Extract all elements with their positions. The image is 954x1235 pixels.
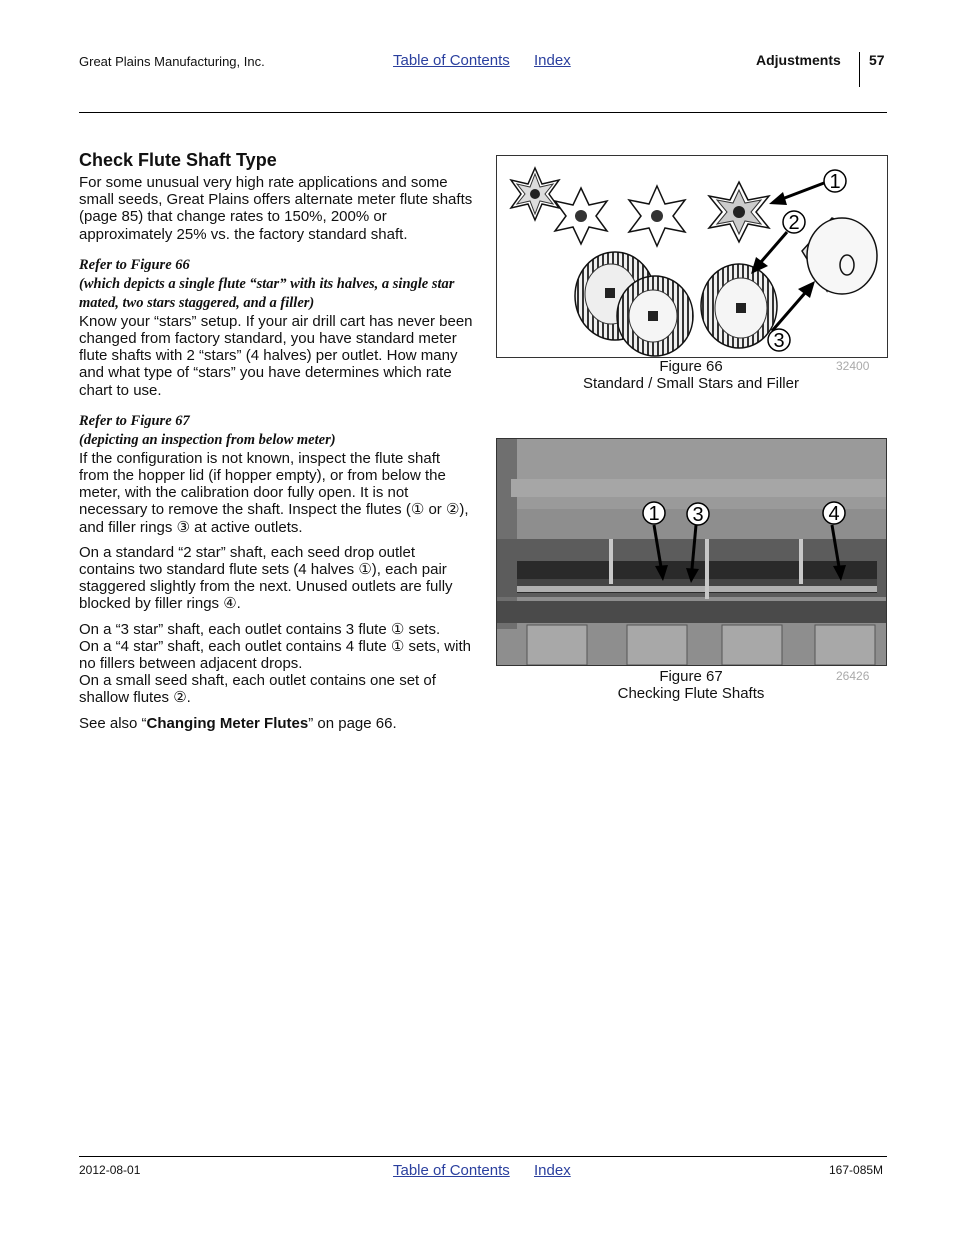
figure-66-image <box>496 155 888 358</box>
page-heading: Check Flute Shaft Type <box>79 150 277 170</box>
small-star-1 <box>511 168 559 220</box>
figure-66-caption <box>496 358 886 392</box>
company-name: Great Plains Manufacturing, Inc. <box>79 54 265 69</box>
two-star-paragraph: On a standard “2 star” shaft, each seed drop outlet contains two standard flute sets (4 halves ①), each pair staggered slightly from the next. Unused outlets are fully blocked by filler rings ④. <box>79 543 453 613</box>
small-seed-line: On a small seed shaft, each outlet contains one set of shallow flutes ②. <box>79 672 436 707</box>
small-star-2 <box>555 188 607 244</box>
small-star-3 <box>629 186 685 246</box>
main-text-column <box>79 150 474 740</box>
callout-3-label: 3 <box>692 504 704 526</box>
footer-rule <box>79 1156 887 1157</box>
figure-66-number: 32400 <box>836 359 870 373</box>
page-number: 57 <box>869 52 885 68</box>
flute-wheel-3 <box>701 264 777 348</box>
ref2-description: (depicting an inspection from below meter) <box>79 431 336 448</box>
callout-4-label: 4 <box>828 503 840 525</box>
ref1-title: Refer to Figure 66 <box>79 256 190 273</box>
footer-index-link[interactable]: Index <box>534 1162 571 1179</box>
callout-3-label: 3 <box>773 330 785 352</box>
flute-stars-illustration <box>497 156 887 357</box>
figure-66-title: Standard / Small Stars and Filler <box>583 375 799 392</box>
footer-doc-number: 167-085M <box>829 1163 884 1177</box>
header-toc-link[interactable]: Table of Contents <box>393 52 510 69</box>
figure-67-caption <box>496 668 886 702</box>
figure-67-number: 26426 <box>836 669 870 683</box>
figure-66-label: Figure 66 <box>659 358 723 375</box>
ref2-title: Refer to Figure 67 <box>79 412 190 429</box>
header-index-link[interactable]: Index <box>534 52 571 69</box>
figure-67-reference <box>79 412 474 450</box>
see-also-paragraph <box>79 715 474 732</box>
callout-1-label: 1 <box>829 171 841 193</box>
figure-67-label: Figure 67 <box>659 668 723 685</box>
see-also-link-text: Changing Meter Flutes <box>146 714 309 732</box>
inspect-paragraph: If the configuration is not known, inspect the flute shaft from the hopper lid (if hopper empty), or from below the meter, with the calibration door fully open. It is not necessary to remove the shaft. Inspect the flutes (① or ②), and filler rings ③ at active outlets. <box>79 449 469 536</box>
flute-wheel-2 <box>617 276 693 356</box>
footer-date: 2012-08-01 <box>79 1163 141 1177</box>
header-rule <box>79 112 887 113</box>
ref1-description: (which depicts a single flute “star” with its halves, a single star mated, two stars staggered, and a filler) <box>79 275 455 311</box>
callout-2-label: 2 <box>788 212 800 234</box>
meter-underside-photo <box>497 439 886 665</box>
figure-67-image <box>496 438 887 666</box>
small-star-4 <box>709 182 769 242</box>
section-title: Adjustments <box>756 52 841 68</box>
stars-paragraph: Know your “stars” setup. If your air drill cart has never been changed from factory standard, you have standard meter flute shafts with 2 “stars” (4 halves) per outlet. How many and what type of “stars” you have determines which rate chart to use. <box>79 312 473 399</box>
see-also-prefix: See also “ <box>79 714 147 732</box>
four-star-line: On a “4 star” shaft, each outlet contains 4 flute ① sets, with no fillers between adjacent drops. <box>79 637 471 673</box>
three-star-line: On a “3 star” shaft, each outlet contains 3 flute ① sets. <box>79 620 441 638</box>
callout-1-label: 1 <box>648 503 660 525</box>
figure-67-title: Checking Flute Shafts <box>617 685 765 702</box>
intro-paragraph: For some unusual very high rate applications and some small seeds, Great Plains offers alternate meter flute shafts (page 85) that change rates to 150%, 200% or approximately 25% vs. the factory standard shaft. <box>79 174 473 243</box>
header-divider <box>859 52 860 87</box>
figure-66-reference <box>79 256 474 313</box>
footer-toc-link[interactable]: Table of Contents <box>393 1162 510 1179</box>
see-also-suffix: ” on page 66. <box>308 714 397 732</box>
